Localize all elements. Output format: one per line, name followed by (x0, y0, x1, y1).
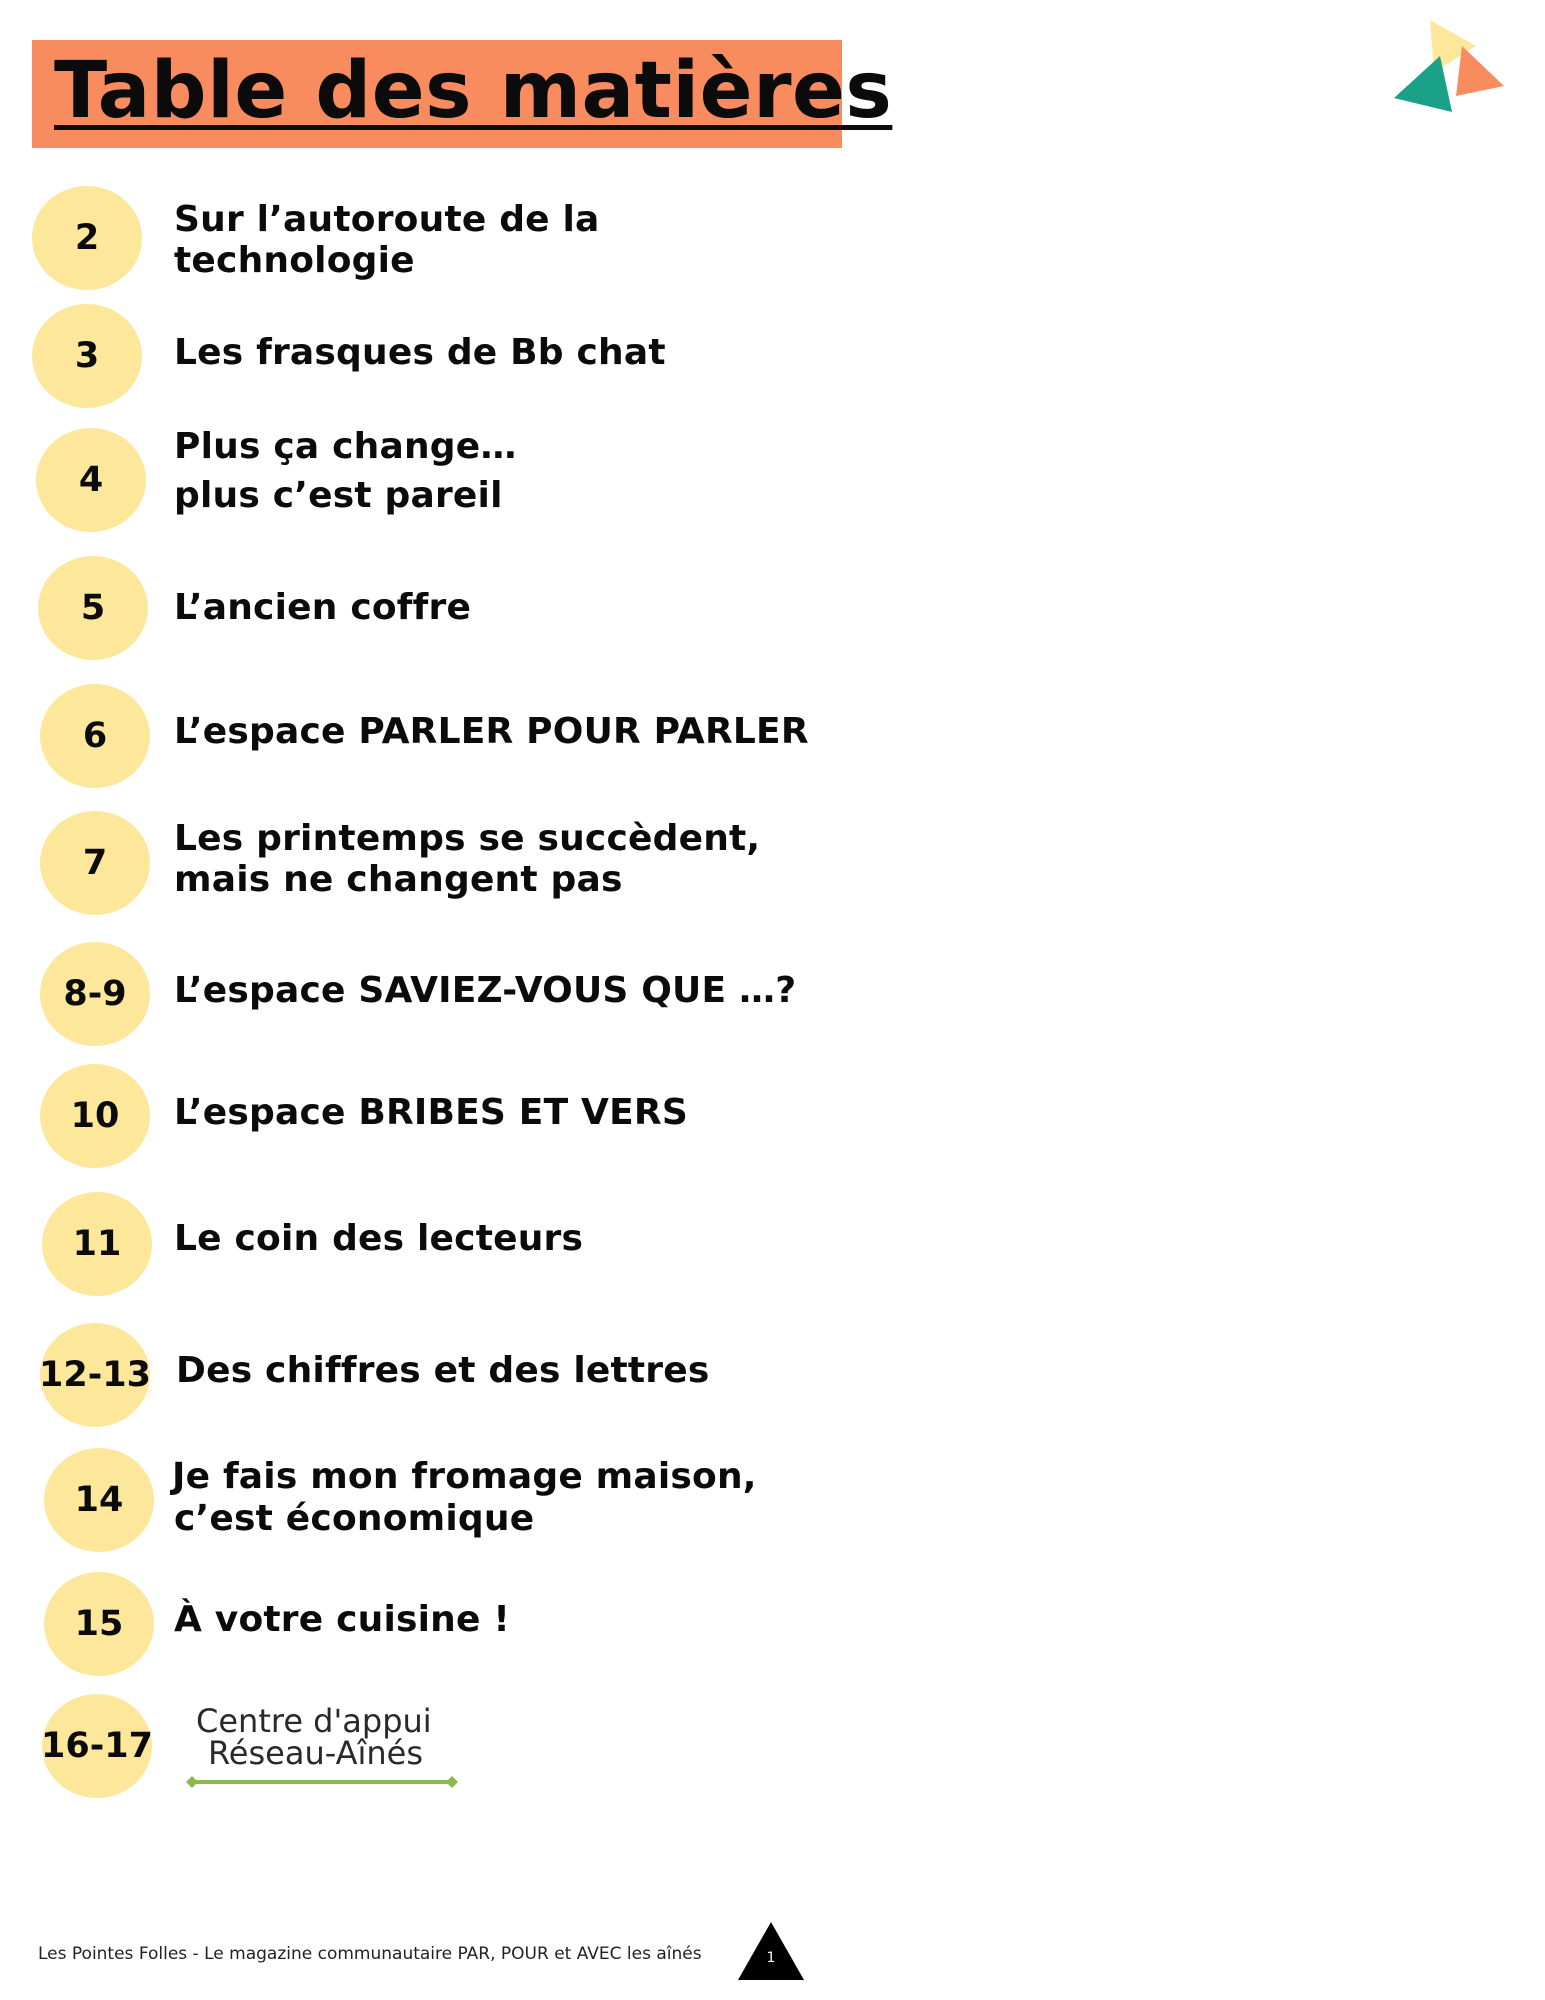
entry-title-line: Je fais mon fromage maison, (172, 1456, 757, 1497)
page-number-badge: 6 (40, 684, 150, 788)
entry-title-line: Les printemps se succèdent, (174, 818, 761, 859)
page-number-badge: 5 (38, 556, 148, 660)
page-number-badge: 12-13 (40, 1323, 150, 1427)
entry-title-line: L’espace PARLER POUR PARLER (174, 711, 809, 752)
page-number-badge: 2 (32, 186, 142, 290)
entry-title-line: Sur l’autoroute de la (174, 199, 600, 240)
entry-title-line: L’ancien coffre (174, 587, 472, 628)
centre-logo-line1: Centre d'appui (196, 1702, 432, 1740)
page-number-badge: 8-9 (40, 942, 150, 1046)
entry-title-line: c’est économique (174, 1498, 535, 1539)
green-underline-icon (182, 1772, 462, 1792)
page-number: 1 (766, 1950, 776, 1966)
entry-title-line: Les frasques de Bb chat (174, 332, 666, 373)
entry-title-line: Des chiffres et des lettres (176, 1350, 710, 1391)
page-number-badge: 10 (40, 1064, 150, 1168)
entry-title-line: plus c’est pareil (174, 475, 503, 516)
entry-title-line: Le coin des lecteurs (174, 1218, 584, 1259)
page-number-badge: 4 (36, 428, 146, 532)
entry-title-line: L’espace SAVIEZ-VOUS QUE …? (174, 970, 797, 1011)
entry-title-line: Plus ça change… (174, 426, 517, 467)
entry-title-line: technologie (174, 240, 415, 281)
page-number-badge: 16-17 (42, 1694, 152, 1798)
page-number-badge: 7 (40, 811, 150, 915)
entry-title-line: À votre cuisine ! (174, 1599, 510, 1640)
title-banner (32, 40, 893, 148)
centre-logo-line2: Réseau-Aînés (208, 1734, 423, 1772)
page-number-badge: 11 (42, 1192, 152, 1296)
page-title: Table des matières (54, 46, 893, 136)
footer-caption: Les Pointes Folles - Le magazine communautaire PAR, POUR et AVEC les aînés (38, 1944, 702, 1964)
page-number-badge: 15 (44, 1572, 154, 1676)
page-number-badge: 3 (32, 304, 142, 408)
entry-title-line: L’espace BRIBES ET VERS (174, 1092, 688, 1133)
centre-appui-logo (182, 1702, 462, 1792)
triangles-logo-icon (1390, 16, 1520, 116)
page-number-badge: 14 (44, 1448, 154, 1552)
entry-title-line: mais ne changent pas (174, 859, 623, 900)
